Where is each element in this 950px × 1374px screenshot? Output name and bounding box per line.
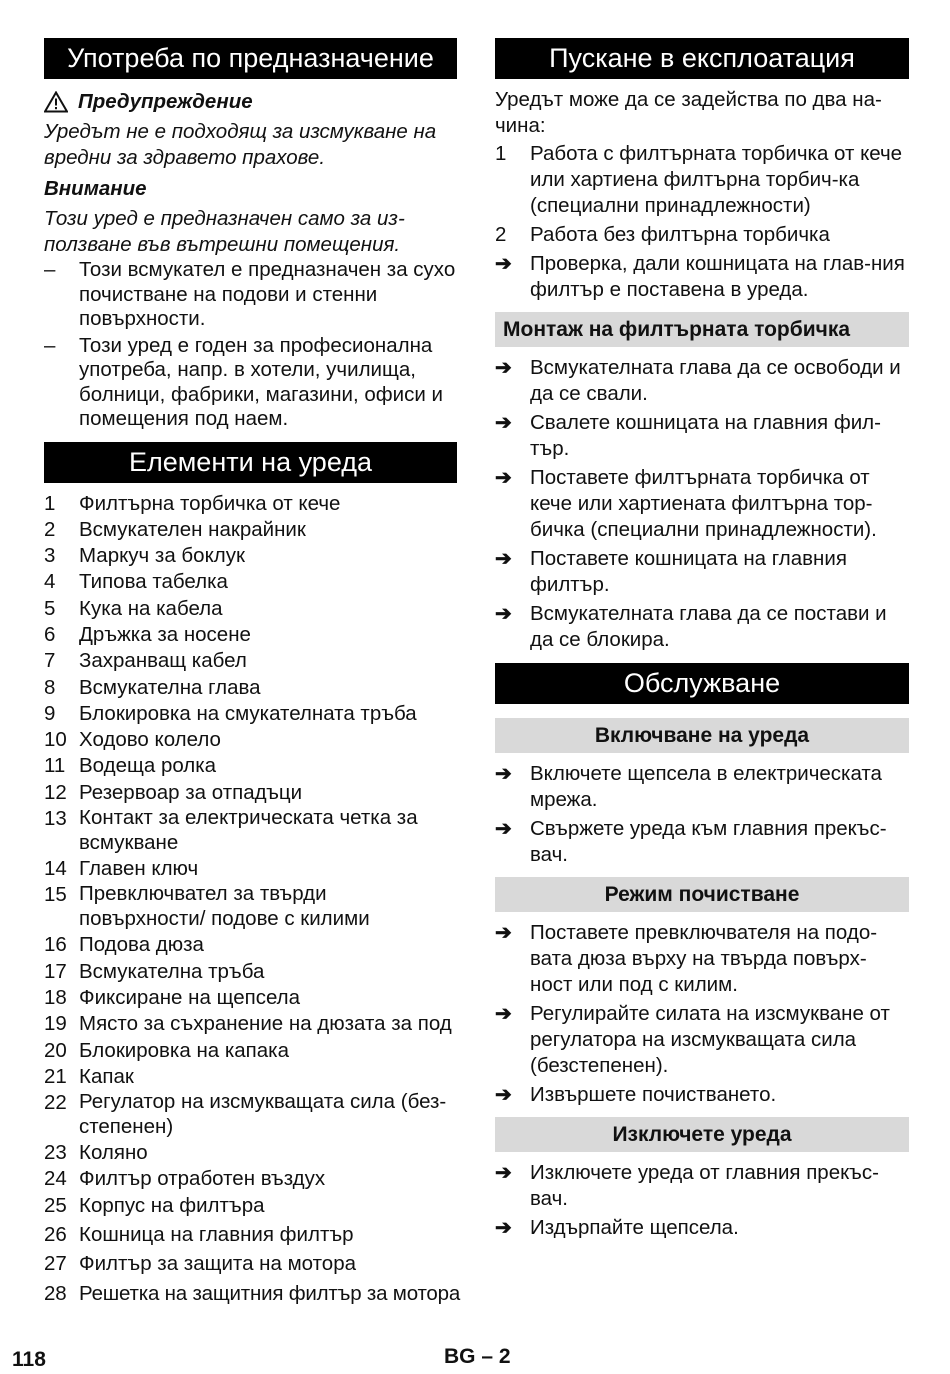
step-item [495, 920, 909, 998]
step-item [495, 355, 909, 407]
warning-text: Уредът не е подходящ за изсмукване на вредни за здравето прахове. [44, 120, 437, 169]
language-page-label: BG – 2 [444, 1345, 511, 1368]
step-item [495, 1082, 909, 1108]
list-item: 28 Решетка на защитния филтър за мотора [44, 1281, 461, 1305]
right-column [495, 38, 909, 1241]
step-text: Поставете филтърната торбичка от кече или хартиената филтърна тор-бичка (специални принадлежности). [530, 466, 877, 541]
mode-item: 1 Работа с филтърната торбичка от кече или хартиена филтърна торбич-ка (специални принадлежности) [495, 141, 909, 219]
list-item: 15 Превключвател за твърди повърхности/ подове с килими [44, 882, 370, 930]
arrow-right-icon: ➔ [495, 922, 512, 944]
list-item: 21 Капак [44, 1064, 134, 1088]
mode-item-text: Работа с филтърната торбичка от кече или хартиена филтърна торбич-ка (специални принадлежности) [530, 142, 903, 217]
attention-title: Внимание [44, 177, 147, 200]
warning-title-text: Предупреждение [78, 90, 253, 113]
arrow-right-icon: ➔ [495, 763, 512, 785]
step-item [495, 1001, 909, 1079]
usage-item-text: Този всмукател е предназначен за сухо почистване на подови и стенни повърхности. [79, 258, 456, 330]
step-text: Поставете превключвателя на подо-вата дюза върху на твърда повърх-ност или под с килим. [530, 921, 878, 996]
list-item: 14 Главен ключ [44, 857, 199, 881]
elements-list [44, 491, 461, 1307]
step-text: Регулирайте силата на изсмукване от регулатора на изсмукващата сила (безстепенен). [530, 1002, 890, 1077]
step-text: Поставете кошницата на главния филтър. [530, 547, 847, 596]
heading-device-elements: Елементи на уреда [44, 442, 457, 483]
usage-item-text: Този уред е годен за професионална употреба, напр. в хотели, училища, болници, фабрики, магазини, офиси и помещения под наем. [79, 333, 443, 430]
list-item: 5 Кука на кабела [44, 596, 223, 620]
list-item: 27 Филтър за защита на мотора [44, 1252, 356, 1276]
step-text: Свържете уреда към главния прекъс-вач. [530, 817, 887, 866]
list-item: 20 Блокировка на капака [44, 1038, 290, 1062]
list-item: 12 Резервоар за отпадъци [44, 780, 303, 804]
list-item: 24 Филтър отработен въздух [44, 1167, 326, 1191]
list-item: 25 Корпус на филтъра [44, 1193, 265, 1217]
list-item: 6 Дръжка за носене [44, 622, 251, 646]
usage-item: – Този уред е годен за професионална употреба, напр. в хотели, училища, болници, фабрики, магазини, офиси и помещения под наем. [44, 334, 457, 432]
heading-commissioning: Пускане в експлоатация [495, 38, 909, 79]
arrow-right-icon: ➔ [495, 818, 512, 840]
list-item: 2 Всмукателен накрайник [44, 517, 306, 541]
step-item [495, 546, 909, 598]
list-item: 7 Захранващ кабел [44, 649, 247, 673]
step-item [495, 410, 909, 462]
step-text: Извършете почистването. [530, 1083, 777, 1106]
step-text: Издърпайте щепсела. [530, 1216, 739, 1239]
step-item [495, 465, 909, 543]
step-text: Всмукателната глава да се постави и да се блокира. [530, 602, 887, 651]
list-item: 10 Ходово колело [44, 728, 221, 752]
step-text: Свалете кошницата на главния фил-тър. [530, 411, 881, 460]
left-column [44, 38, 461, 1307]
arrow-right-icon: ➔ [495, 357, 512, 379]
list-item: 26 Кошница на главния филтър [44, 1223, 354, 1247]
step-text: Изключете уреда от главния прекъс-вач. [530, 1161, 879, 1210]
arrow-right-icon: ➔ [495, 1003, 512, 1025]
list-item: 13 Контакт за електрическата четка за всмукване [44, 806, 418, 854]
list-item: 23 Коляно [44, 1141, 148, 1165]
step-item [495, 251, 909, 303]
list-item: 9 Блокировка на смукателната тръба [44, 701, 417, 725]
arrow-right-icon: ➔ [495, 1217, 512, 1239]
attention-text: Този уред е предназначен само за из-ползване във вътрешни помещения. [44, 207, 405, 256]
step-item [495, 1160, 909, 1212]
subheading-filter-bag-mounting: Монтаж на филтърната торбичка [495, 312, 909, 347]
step-text: Всмукателната глава да се освободи и да се свали. [530, 356, 901, 405]
subheading-switch-off: Изключете уреда [495, 1117, 909, 1152]
step-item [495, 1215, 909, 1241]
step-text: Проверка, дали кошницата на глав-ния филтър е поставена в уреда. [530, 252, 905, 301]
mode-item-text: Работа без филтърна торбичка [530, 223, 830, 246]
arrow-right-icon: ➔ [495, 253, 512, 275]
step-item [495, 601, 909, 653]
list-item: 18 Фиксиране на щепсела [44, 985, 301, 1009]
list-item: 1 Филтърна торбичка от кече [44, 491, 341, 515]
commissioning-intro: Уредът може да се задейства по два на-чина: [495, 88, 882, 137]
list-item: 17 Всмукателна тръба [44, 959, 265, 983]
arrow-right-icon: ➔ [495, 1084, 512, 1106]
step-item [495, 816, 909, 868]
usage-item: – Този всмукател е предназначен за сухо почистване на подови и стенни повърхности. [44, 258, 456, 330]
warning-triangle-icon [44, 91, 68, 113]
list-item: 3 Маркуч за боклук [44, 544, 245, 568]
list-item: 8 Всмукателна глава [44, 675, 261, 699]
arrow-right-icon: ➔ [495, 467, 512, 489]
subheading-switch-on: Включване на уреда [495, 718, 909, 753]
arrow-right-icon: ➔ [495, 412, 512, 434]
arrow-right-icon: ➔ [495, 603, 512, 625]
heading-operation: Обслужване [495, 663, 909, 704]
mode-item: 2 Работа без филтърна торбичка [495, 222, 909, 248]
list-item: 19 Място за съхранение на дюзата за под [44, 1012, 452, 1036]
list-item: 4 Типова табелка [44, 570, 228, 594]
page-number: 118 [12, 1348, 46, 1371]
list-item: 11 Водеща ролка [44, 754, 217, 778]
subheading-cleaning-mode: Режим почистване [495, 877, 909, 912]
list-item: 16 Подова дюза [44, 933, 204, 957]
step-text: Включете щепсела в електрическата мрежа. [530, 762, 882, 811]
warning-title [44, 89, 457, 115]
heading-intended-use: Употреба по предназначение [44, 38, 457, 79]
step-item [495, 761, 909, 813]
arrow-right-icon: ➔ [495, 1162, 512, 1184]
list-item: 22 Регулатор на изсмукващата сила (без-степенен) [44, 1090, 447, 1138]
arrow-right-icon: ➔ [495, 548, 512, 570]
